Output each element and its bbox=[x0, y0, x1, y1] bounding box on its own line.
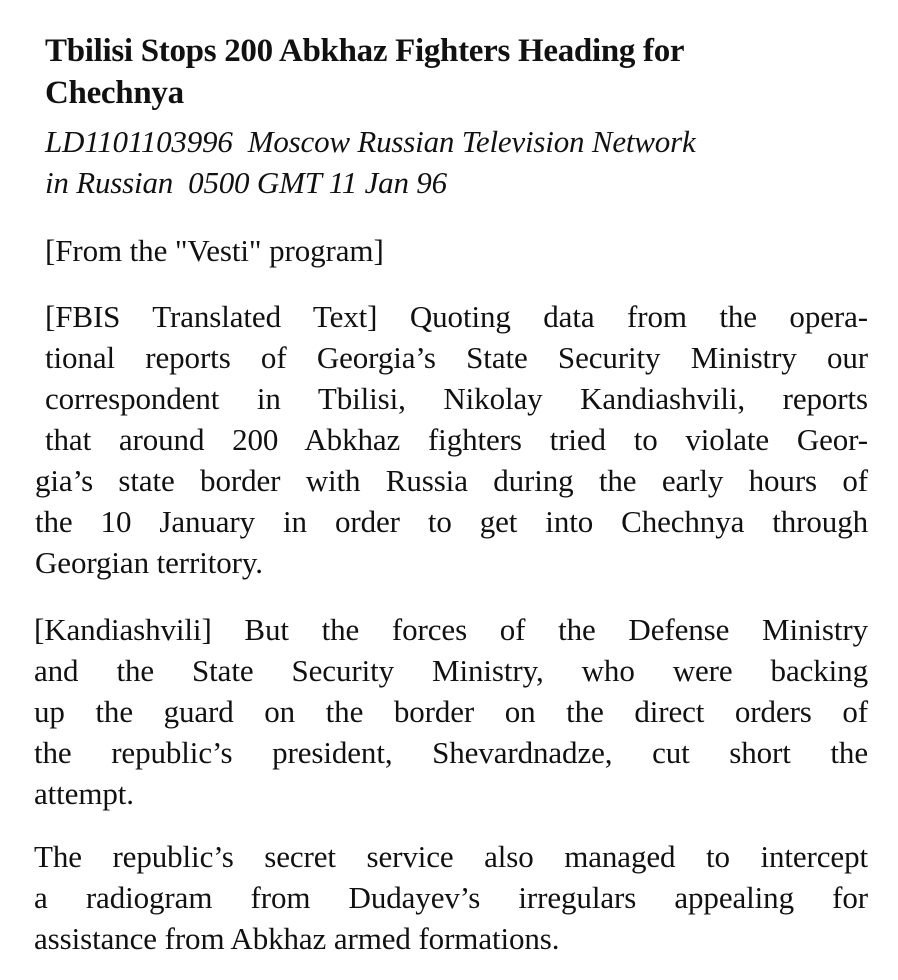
paragraph-line: [Kandiashvili] But the forces of the Defense Ministry bbox=[34, 612, 868, 647]
paragraph-line: a radiogram from Dudayev’s irregulars appealing for bbox=[34, 880, 868, 915]
paragraph-line: and the State Security Ministry, who were backing bbox=[34, 653, 868, 688]
source-citation bbox=[45, 121, 865, 203]
headline-line: Tbilisi Stops 200 Abkhaz Fighters Heading for bbox=[45, 33, 685, 69]
paragraph-line: up the guard on the border on the direct orders of bbox=[34, 694, 868, 729]
paragraph-line: [FBIS Translated Text] Quoting data from the opera- bbox=[45, 299, 868, 334]
paragraph-line: attempt. bbox=[34, 776, 134, 811]
paragraph-line: gia’s state border with Russia during the early hours of bbox=[35, 463, 868, 498]
paragraph-line: The republic’s secret service also managed to intercept bbox=[34, 839, 868, 874]
paragraph-secret-service bbox=[34, 836, 868, 959]
source-line: in Russian 0500 GMT 11 Jan 96 bbox=[45, 165, 447, 200]
source-line: LD1101103996 Moscow Russian Television Network bbox=[45, 124, 696, 159]
paragraph-line: the republic’s president, Shevardnadze, cut short the bbox=[34, 735, 868, 770]
paragraph-line: assistance from Abkhaz armed formations. bbox=[34, 921, 560, 956]
paragraph-line: the 10 January in order to get into Chechnya through bbox=[35, 504, 868, 539]
paragraph-line: that around 200 Abkhaz fighters tried to violate Geor- bbox=[45, 422, 868, 457]
paragraph-translated-text bbox=[35, 296, 868, 583]
paragraph-line: correspondent in Tbilisi, Nikolay Kandiashvili, reports bbox=[45, 381, 868, 416]
program-note: [From the "Vesti" program] bbox=[45, 233, 384, 268]
paragraph-line: tional reports of Georgia’s State Security Ministry our bbox=[45, 340, 868, 375]
paragraph-line: Georgian territory. bbox=[35, 545, 263, 580]
headline-line: Chechnya bbox=[45, 75, 184, 111]
article-headline bbox=[45, 30, 845, 114]
paragraph-kandiashvili bbox=[34, 609, 868, 814]
